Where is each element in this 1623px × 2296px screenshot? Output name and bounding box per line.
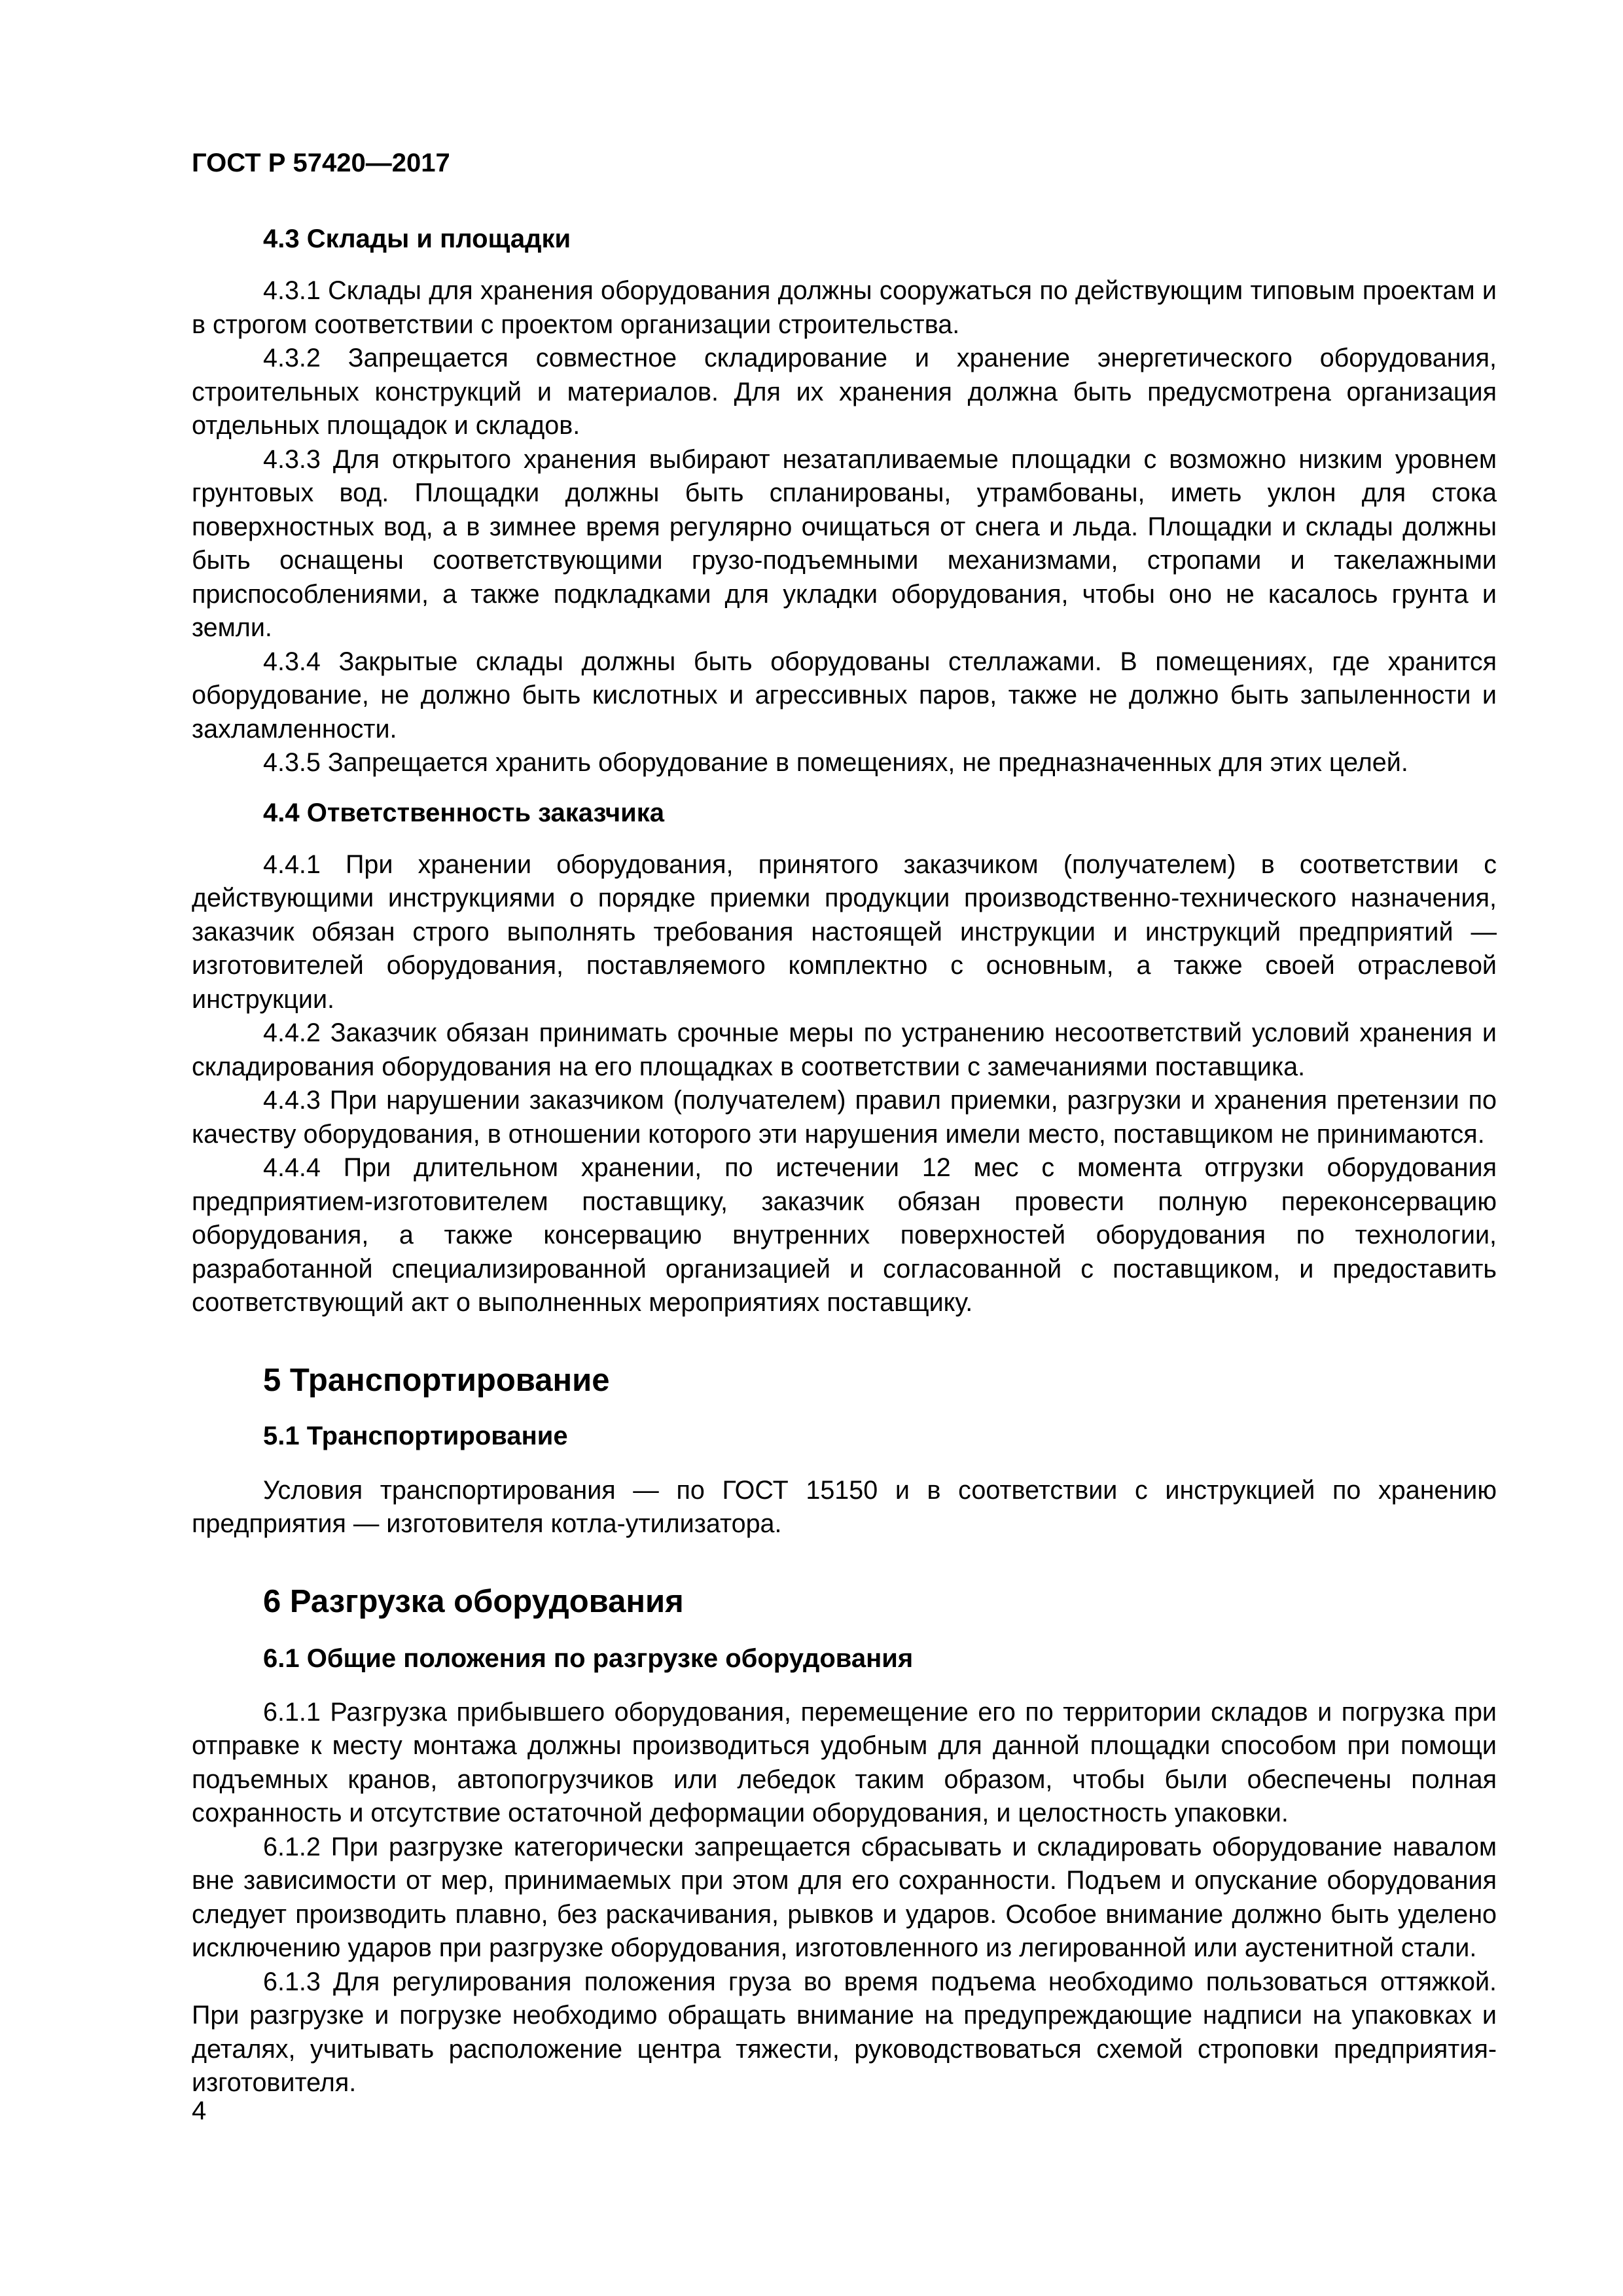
- paragraph-4-3-3: 4.3.3 Для открытого хранения выбирают незатапливаемые площадки с возможно низким уровнем грунтовых вод. Площадки должны быть спланированы, утрамбованы, иметь уклон для стока поверхностных вод, а в зимнее время регулярно очищаться от снега и льда. Площадки и склады должны быть оснащены соответствующими грузо-подъемными механизмами, стропами и такелажными приспособлениями, а также подкладками для укладки оборудования, чтобы оно не касалось грунта и земли.: [192, 444, 1497, 642]
- paragraph-4-4-2: 4.4.2 Заказчик обязан принимать срочные меры по устранению несоответствий условий хранения и складирования оборудования на его площадках в соответствии с замечаниями поставщика.: [192, 1018, 1497, 1081]
- paragraph-4-4-4: 4.4.4 При длительном хранении, по истечении 12 мес с момента отгрузки оборудования предприятием-изготовителем поставщику, заказчик обязан провести полную переконсервацию оборудования, а также консервацию внутренних поверхностей оборудования по технологии, разработанной специализированной организацией и согласованной с поставщиком, и предоставить соответствующий акт о выполненных мероприятиях поставщику.: [192, 1153, 1497, 1317]
- chapter-heading-6: 6 Разгрузка оборудования: [263, 1583, 684, 1619]
- page-number: 4: [192, 2096, 207, 2125]
- paragraph-4-3-1: 4.3.1 Склады для хранения оборудования должны сооружаться по действующим типовым проектам и в строгом соответствии с проектом организации строительства.: [192, 276, 1497, 339]
- paragraph-4-3-5: 4.3.5 Запрещается хранить оборудование в помещениях, не предназначенных для этих целей.: [263, 748, 1408, 777]
- paragraph-4-3-4: 4.3.4 Закрытые склады должны быть оборудованы стеллажами. В помещениях, где хранится оборудование, не должно быть кислотных и агрессивных паров, также не должно быть запыленности и захламленности.: [192, 647, 1497, 744]
- paragraph-4-3-2: 4.3.2 Запрещается совместное складирование и хранение энергетического оборудования, строительных конструкций и материалов. Для их хранения должна быть предусмотрена организация отдельных площадок и складов.: [192, 344, 1497, 440]
- paragraph-4-4-3: 4.4.3 При нарушении заказчиком (получателем) правил приемки, разгрузки и хранения претензии по качеству оборудования, в отношении которого эти нарушения имели место, поставщиком не принимаются.: [192, 1086, 1497, 1149]
- section-heading-4-4: 4.4 Ответственность заказчика: [263, 798, 664, 827]
- paragraph-4-4-1: 4.4.1 При хранении оборудования, принятого заказчиком (получателем) в соответствии с действующими инструкциями о порядке приемки продукции производственно-технического назначения, заказчик обязан строго выполнять требования настоящей инструкции и инструкций предприятий — изготовителей оборудования, поставляемого комплектно с основным, а также своей отраслевой инструкции.: [192, 850, 1497, 1014]
- paragraph-5-1: Условия транспортирования — по ГОСТ 15150 и в соответствии с инструкцией по хранению предприятия — изготовителя котла-утилизатора.: [192, 1475, 1497, 1538]
- chapter-heading-5: 5 Транспортирование: [263, 1362, 610, 1398]
- paragraph-6-1-2: 6.1.2 При разгрузке категорически запрещается сбрасывать и складировать оборудование навалом вне зависимости от мер, принимаемых при этом для его сохранности. Подъем и опускание оборудования следует производить плавно, без раскачивания, рывков и ударов. Особое внимание должно быть уделено исключению ударов при разгрузке оборудования, изготовленного из легированной или аустенитной стали.: [192, 1832, 1497, 1962]
- paragraph-6-1-1: 6.1.1 Разгрузка прибывшего оборудования, перемещение его по территории складов и погрузка при отправке к месту монтажа должны производиться удобным для данной площадки способом при помощи подъемных кранов, автопогрузчиков или лебедок таким образом, чтобы были обеспечены полная сохранность и отсутствие остаточной деформации оборудования, и целостность упаковки.: [192, 1697, 1497, 1827]
- section-heading-6-1: 6.1 Общие положения по разгрузке оборудования: [263, 1643, 914, 1673]
- document-code-header: ГОСТ Р 57420—2017: [192, 149, 450, 177]
- document-body: [192, 223, 1497, 2100]
- paragraph-6-1-3: 6.1.3 Для регулирования положения груза во время подъема необходимо пользоваться оттяжкой. При разгрузке и погрузке необходимо обращать внимание на предупреждающие надписи на упаковках и деталях, учитывать расположение центра тяжести, руководствоваться схемой строповки предприятия-изготовителя.: [192, 1967, 1497, 2097]
- section-heading-5-1: 5.1 Транспортирование: [263, 1421, 568, 1450]
- section-heading-4-3: 4.3 Склады и площадки: [263, 224, 571, 253]
